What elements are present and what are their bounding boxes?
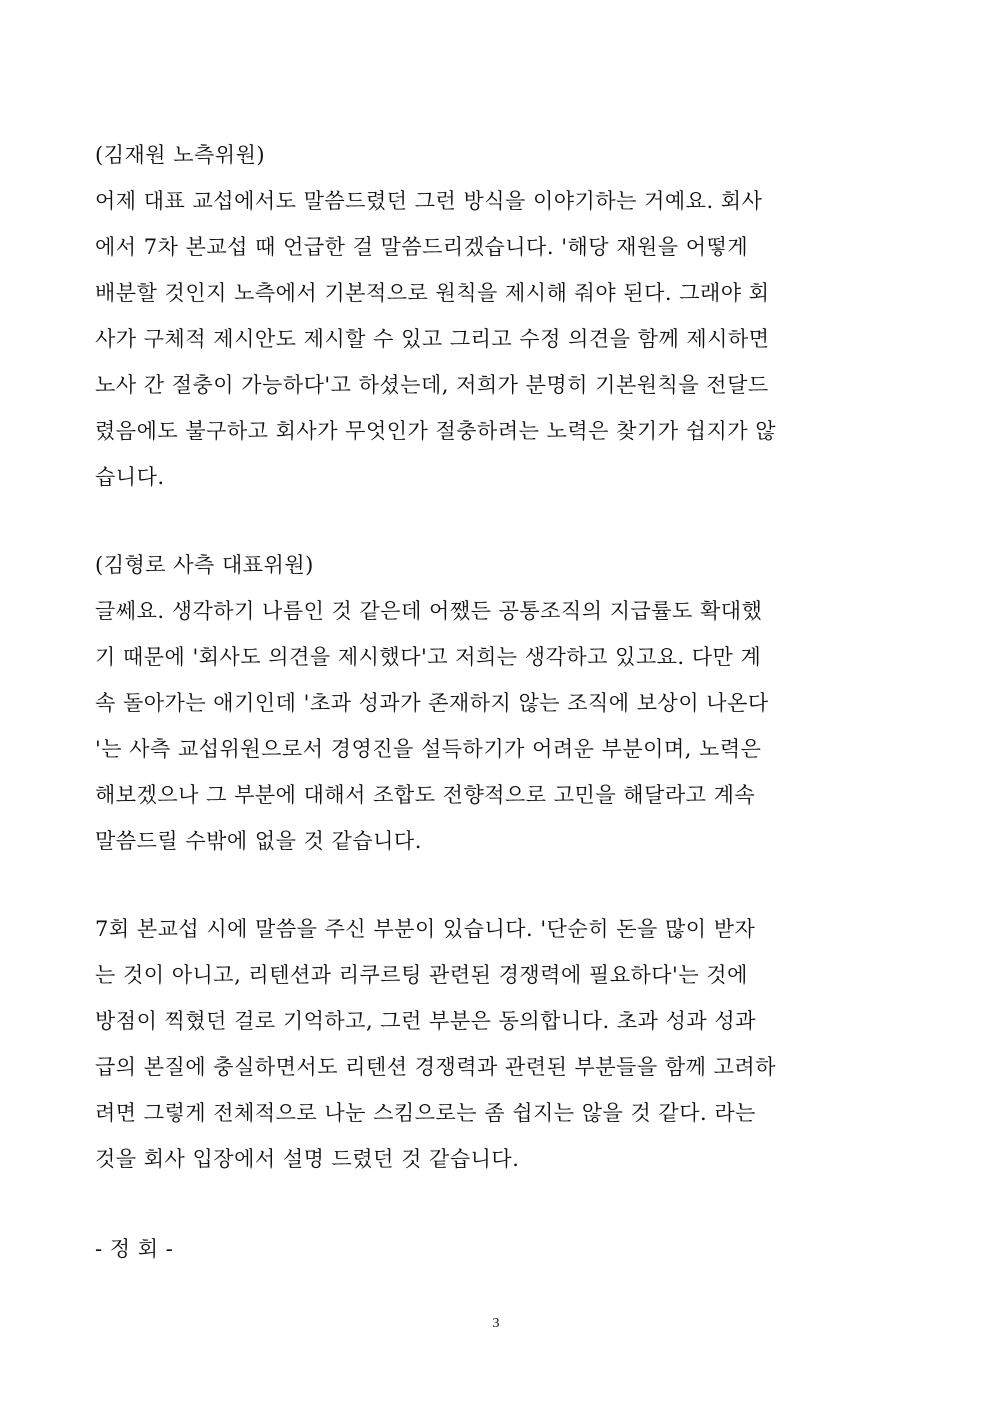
paragraph-line: '는 사측 교섭위원으로서 경영진을 설득하기가 어려운 부분이며, 노력은 bbox=[95, 737, 762, 761]
paragraph-line: 는 것이 아니고, 리텐션과 리쿠르팅 관련된 경쟁력에 필요하다'는 것에 bbox=[95, 963, 748, 987]
paragraph-line: 속 돌아가는 애기인데 '초과 성과가 존재하지 않는 조직에 보상이 나온다 bbox=[95, 691, 769, 715]
paragraph-line: 것을 회사 입장에서 설명 드렸던 것 같습니다. bbox=[95, 1147, 520, 1171]
speaker-label: (김재원 노측위원) bbox=[95, 143, 266, 167]
paragraph-line: 어제 대표 교섭에서도 말씀드렸던 그런 방식을 이야기하는 거예요. 회사 bbox=[95, 189, 763, 213]
paragraph-line: 렸음에도 불구하고 회사가 무엇인가 절충하려는 노력은 찾기가 쉽지가 않 bbox=[95, 419, 776, 443]
recess-label: - 정 회 - bbox=[95, 1237, 174, 1261]
paragraph-line: 사가 구체적 제시안도 제시할 수 있고 그리고 수정 의견을 함께 제시하면 bbox=[95, 327, 770, 351]
paragraph-line: 말씀드릴 수밖에 없을 것 같습니다. bbox=[95, 829, 422, 853]
page-number: 3 bbox=[492, 1316, 500, 1331]
paragraph-line: 방점이 찍혔던 걸로 기억하고, 그런 부분은 동의합니다. 초과 성과 성과 bbox=[95, 1009, 756, 1033]
paragraph-line: 노사 간 절충이 가능하다'고 하셨는데, 저희가 분명히 기본원칙을 전달드 bbox=[95, 373, 769, 397]
paragraph-line: 해보겠으나 그 부분에 대해서 조합도 전향적으로 고민을 해달라고 계속 bbox=[95, 783, 756, 807]
paragraph-line: 려면 그렇게 전체적으로 나눈 스킴으로는 좀 쉽지는 않을 것 같다. 라는 bbox=[95, 1101, 756, 1125]
paragraph-line: 7회 본교섭 시에 말씀을 주신 부분이 있습니다. '단순히 돈을 많이 받자 bbox=[95, 917, 756, 941]
paragraph-line: 급의 본질에 충실하면서도 리텐션 경쟁력과 관련된 부분들을 함께 고려하 bbox=[95, 1055, 776, 1079]
paragraph-line: 글쎄요. 생각하기 나름인 것 같은데 어쨌든 공통조직의 지급률도 확대했 bbox=[95, 599, 763, 623]
paragraph-line: 기 때문에 '회사도 의견을 제시했다'고 저희는 생각하고 있고요. 다만 계 bbox=[95, 645, 762, 669]
paragraph-line: 습니다. bbox=[95, 465, 165, 489]
speaker-label: (김형로 사측 대표위원) bbox=[95, 553, 314, 577]
paragraph-line: 배분할 것인지 노측에서 기본적으로 원칙을 제시해 줘야 된다. 그래야 회 bbox=[95, 281, 770, 305]
paragraph-line: 에서 7차 본교섭 때 언급한 걸 말씀드리겠습니다. '해당 재원을 어떻게 bbox=[95, 235, 749, 259]
